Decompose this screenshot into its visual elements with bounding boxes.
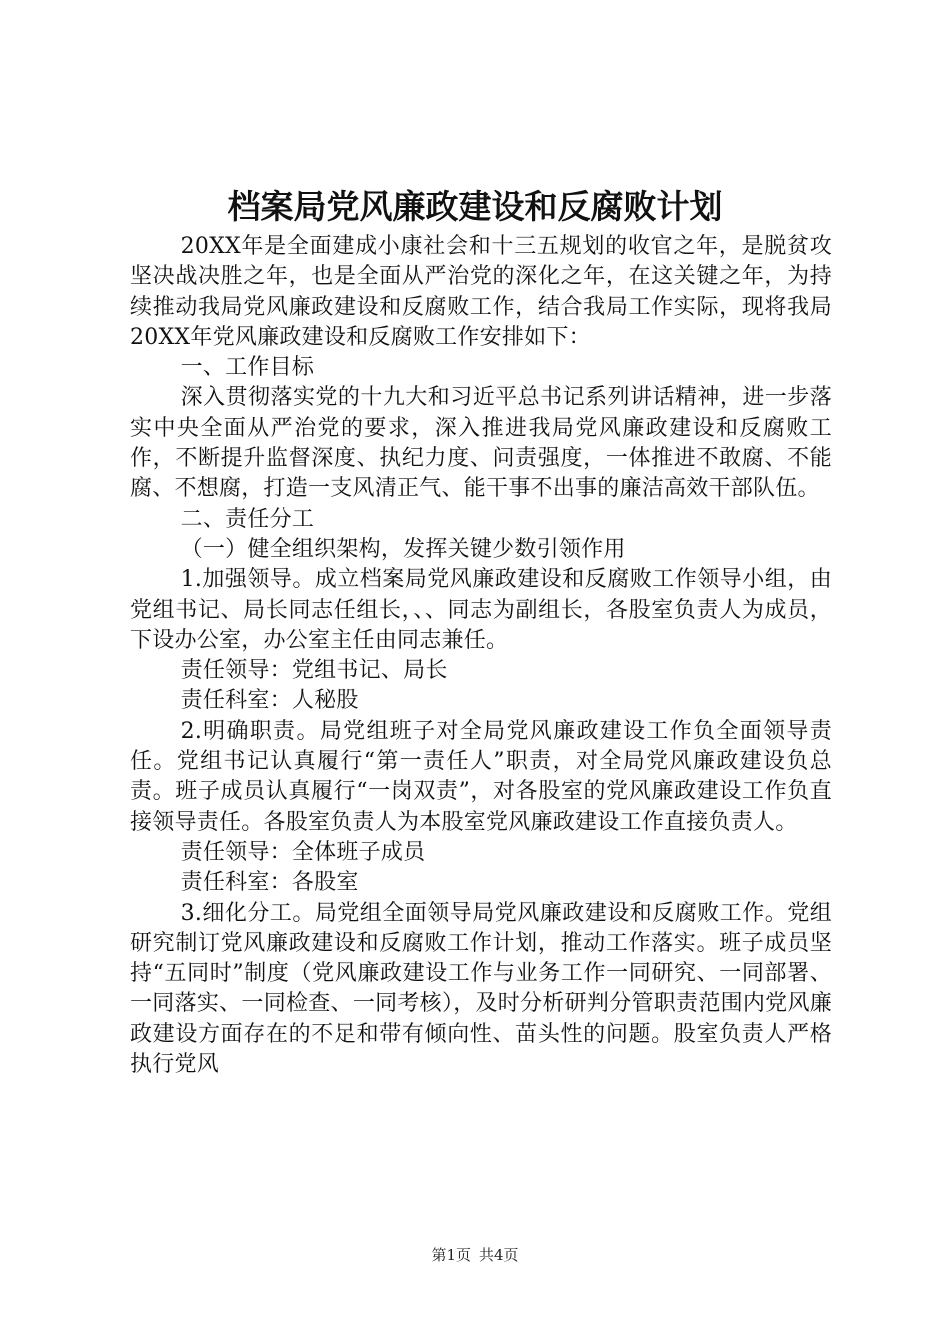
- document-body: [130, 232, 832, 1080]
- responsible-leader-1: 责任领导：党组书记、局长: [180, 658, 448, 684]
- page-count: 共4页: [479, 1246, 519, 1264]
- paragraph-item-2: 2.明确职责。局党组班子对全局党风廉政建设工作负全面领导责任。党组书记认真履行“第一责任人”职责，对全局党风廉政建设负总责。班子成员认真履行“一岗双责”，对各股室的党风廉政建设工作负直接领导责任。各股室负责人为本股室党风廉政建设工作直接负责人。: [130, 718, 832, 835]
- responsible-leader-2: 责任领导：全体班子成员: [180, 839, 426, 865]
- heading-work-goals: 一、工作目标: [180, 355, 315, 381]
- heading-responsibilities: 二、责任分工: [180, 506, 315, 532]
- paragraph-intro: 20XX年是全面建成小康社会和十三五规划的收官之年，是脱贫攻坚决战决胜之年，也是全面从严治党的深化之年，在这关键之年，为持续推动我局党风廉政建设和反腐败工作，结合我局工作实际，现将我局20XX年党风廉政建设和反腐败工作安排如下：: [130, 234, 832, 350]
- page-footer: [0, 1243, 950, 1267]
- paragraph-item-3: 3.细化分工。局党组全面领导局党风廉政建设和反腐败工作。党组研究制订党风廉政建设和反腐败工作计划，推动工作落实。班子成员坚持“五同时”制度（党风廉政建设工作与业务工作一同研究、一同部署、一同落实、一同检查、一同考核），及时分析研判分管职责范围内党风廉政建设方面存在的不足和带有倾向性、苗头性的问题。股室负责人严格执行党风: [130, 900, 832, 1078]
- page-number: 第1页: [431, 1246, 471, 1264]
- subheading-organization: （一）健全组织架构，发挥关键少数引领作用: [180, 536, 626, 562]
- responsible-office-1: 责任科室：人秘股: [180, 688, 359, 714]
- responsible-office-2: 责任科室：各股室: [180, 870, 359, 896]
- paragraph-work-goals: 深入贯彻落实党的十九大和习近平总书记系列讲话精神，进一步落实中央全面从严治党的要求，深入推进我局党风廉政建设和反腐败工作，不断提升监督深度、执纪力度、问责强度，一体推进不敢腐、不能腐、不想腐，打造一支风清正气、能干事不出事的廉洁高效干部队伍。: [130, 385, 832, 502]
- document-title: 档案局党风廉政建设和反腐败计划: [227, 187, 723, 226]
- paragraph-item-1: 1.加强领导。成立档案局党风廉政建设和反腐败工作领导小组，由党组书记、局长同志任组长，、、同志为副组长，各股室负责人为成员，下设办公室，办公室主任由同志兼任。: [130, 567, 832, 653]
